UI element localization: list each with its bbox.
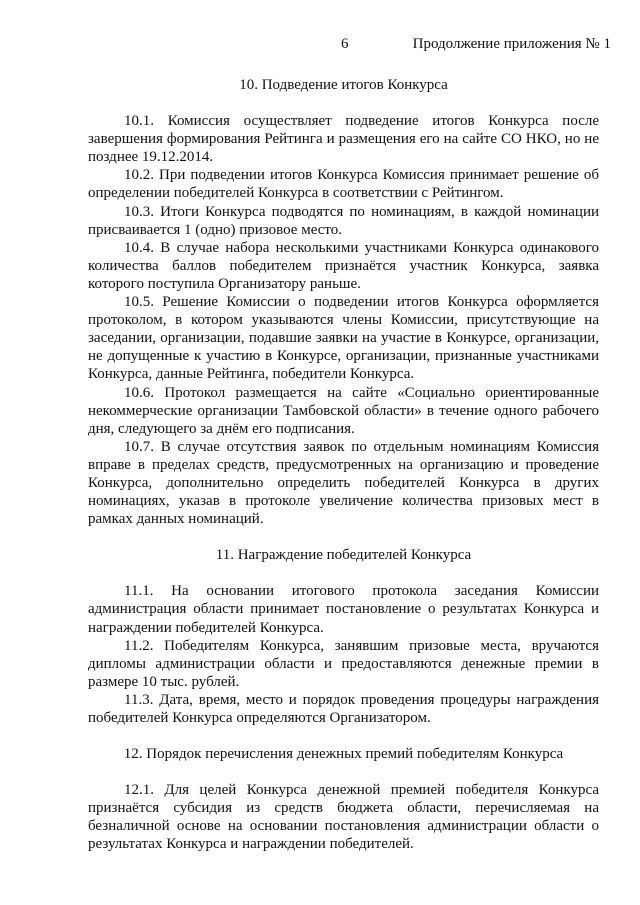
paragraph-10-1: 10.1. Комиссия осуществляет подведение итогов Конкурса после завершения формирования Рейтинга и размещения его на сайте СО НКО, но не позднее 19.12.2014.: [88, 113, 599, 166]
section-title: 11. Награждение победителей Конкурса: [215, 547, 472, 564]
page-number: 6: [341, 36, 349, 52]
page-header: [0, 36, 640, 56]
paragraph-11-1: 11.1. На основании итогового протокола заседания Комиссии администрация области принимает постановление о результатах Конкурса и награждении победителей Конкурса.: [88, 583, 599, 636]
paragraph-11-2: 11.2. Победителям Конкурса, занявшим призовые места, вручаются дипломы администрации области и предоставляются денежные премии в размере 10 тыс. рублей.: [88, 637, 599, 690]
paragraph-10-3: 10.3. Итоги Конкурса подводятся по номинациям, в каждой номинации присваивается 1 (одно) призовое место.: [88, 203, 599, 238]
section-title: 10. Подведение итогов Конкурса: [239, 77, 448, 93]
paragraph-10-2: 10.2. При подведении итогов Конкурса Комиссия принимает решение об определении победителей Конкурса в соответствии с Рейтингом.: [88, 167, 599, 202]
paragraph-10-6: 10.6. Протокол размещается на сайте «Социально ориентированные некоммерческие организации Тамбовской области» в течение одного рабочего дня, следующего за днём его подписания.: [88, 384, 599, 437]
document-body: [88, 76, 599, 854]
appendix-continuation-note: Продолжение приложения № 1: [412, 36, 611, 52]
section-11: [88, 546, 599, 727]
section-12: [88, 745, 599, 853]
section-title: 12. Порядок перечисления денежных премий победителям Конкурса: [123, 746, 564, 763]
paragraph-10-7: 10.7. В случае отсутствия заявок по отдельным номинациям Комиссия вправе в пределах средств, предусмотренных на организацию и проведение Конкурса, дополнительно определить победителей Конкурса в других номинациях, указав в протоколе увеличение количества призовых мест в рамках данных номинаций.: [88, 438, 599, 528]
section-10: [88, 76, 599, 528]
paragraph-12-1: 12.1. Для целей Конкурса денежной премией победителя Конкурса признаётся субсидия из средств бюджета области, перечисляемая на безналичной основе на основании постановления администрации области о результатах Конкурса и награждении победителей.: [88, 782, 599, 853]
paragraph-11-3: 11.3. Дата, время, место и порядок проведения процедуры награждения победителей Конкурса определяются Организатором.: [88, 691, 599, 726]
paragraph-10-4: 10.4. В случае набора несколькими участниками Конкурса одинакового количества баллов победителем признаётся участник Конкурса, заявка которого поступила Организатору раньше.: [88, 239, 599, 292]
paragraph-10-5: 10.5. Решение Комиссии о подведении итогов Конкурса оформляется протоколом, в котором указываются члены Комиссии, присутствующие на заседании, организации, подавшие заявки на участие в Конкурсе, организации, не допущенные к участию в Конкурсе, организации, признанные участниками Конкурса, данные Рейтинга, победители Конкурса.: [88, 294, 599, 383]
